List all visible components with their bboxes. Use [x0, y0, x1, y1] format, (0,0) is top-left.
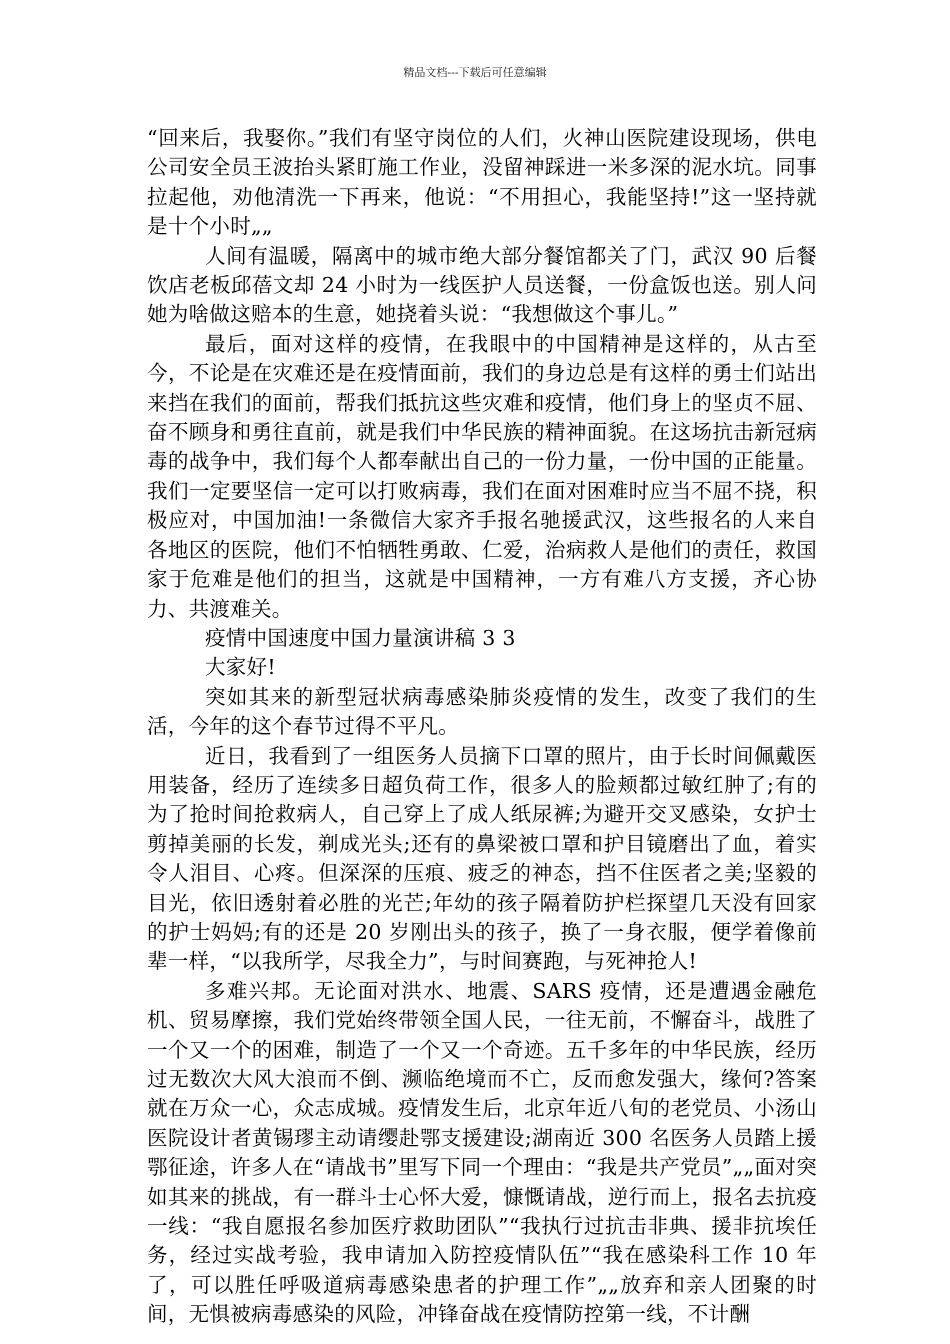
paragraph: 人间有温暖，隔离中的城市绝大部分餐馆都关了门，武汉 90 后餐饮店老板邱蓓文却 24 小时为一线医护人员送餐，一份盒饭也送。别人问她为啥做这赔本的生意，她挠着头说：“我想做这个事儿。”: [147, 243, 817, 327]
paragraph: 多难兴邦。无论面对洪水、地震、SARS 疫情，还是遭遇金融危机、贸易摩擦，我们党始终带领全国人民，一往无前，不懈奋斗，战胜了一个又一个的困难，制造了一个又一个奇迹。五千多年的中华民族，经历过无数次大风大浪而不倒、濒临绝境而不亡，反而愈发强大，缘何?答案就在万众一心，众志成城。疫情发生后，北京年近八旬的老党员、小汤山医院设计者黄锡璆主动请缨赴鄂支援建设;湖南近 300 名医务人员踏上援鄂征途，许多人在“请战书”里写下同一个理由：“我是共产党员”„„面对突如其来的挑战，有一群斗士心怀大爱，慷慨请战，逆行而上，报名去抗疫一线：“我自愿报名参加医疗救助团队”“我执行过抗击非典、援非抗埃任务，经过实战考验，我申请加入防控疫情队伍”“我在感染科工作 10 年了，可以胜任呼吸道病毒感染患者的护理工作”„„放弃和亲人团聚的时间，无惧被病毒感染的风险，冲锋奋战在疫情防控第一线，不计酬: [147, 978, 817, 1327]
paragraph: 突如其来的新型冠状病毒感染肺炎疫情的发生，改变了我们的生活，今年的这个春节过得不平凡。: [147, 684, 817, 739]
page-header: 精品文档---下载后可任意编辑: [403, 66, 547, 79]
paragraph: 近日，我看到了一组医务人员摘下口罩的照片，由于长时间佩戴医用装备，经历了连续多日超负荷工作，很多人的脸颊都过敏红肿了;有的为了抢时间抢救病人，自己穿上了成人纸尿裤;为避开交叉感染，女护士剪掉美丽的长发，剃成光头;还有的鼻梁被口罩和护目镜磨出了血，着实令人泪目、心疼。但深深的压痕、疲乏的神态，挡不住医者之美;坚毅的目光，依旧透射着必胜的光芒;年幼的孩子隔着防护栏探望几天没有回家的护士妈妈;有的还是 20 岁刚出头的孩子，换了一身衣服，便学着像前辈一样，“以我所学，尽我全力”，与时间赛跑，与死神抢人!: [147, 743, 817, 974]
paragraph: 最后，面对这样的疫情，在我眼中的中国精神是这样的，从古至今，不论是在灾难还是在疫情面前，我们的身边总是有这样的勇士们站出来挡在我们的面前，帮我们抵抗这些灾难和疫情，他们身上的坚贞不屈、奋不顾身和勇往直前，就是我们中华民族的精神面貌。在这场抗击新冠病毒的战争中，我们每个人都奉献出自己的一份力量，一份中国的正能量。我们一定要坚信一定可以打败病毒，我们在面对困难时应当不屈不挠，积极应对，中国加油!一条微信大家齐手报名驰援武汉，这些报名的人来自各地区的医院，他们不怕牺牲勇敢、仁爱，治病救人是他们的责任，救国家于危难是他们的担当，这就是中国精神，一方有难八方支援，齐心协力、共渡难关。: [147, 331, 817, 621]
section-title: 疫情中国速度中国力量演讲稿 3 3: [205, 625, 516, 650]
paragraph: “回来后，我娶你。”我们有坚守岗位的人们，火神山医院建设现场，供电公司安全员王波抬头紧盯施工作业，没留神踩进一米多深的泥水坑。同事拉起他，劝他清洗一下再来，他说：“不用担心，我能坚持!”这一坚持就是十个小时„„: [147, 126, 817, 239]
document-body: [147, 124, 817, 1330]
greeting: 大家好!: [205, 655, 276, 680]
